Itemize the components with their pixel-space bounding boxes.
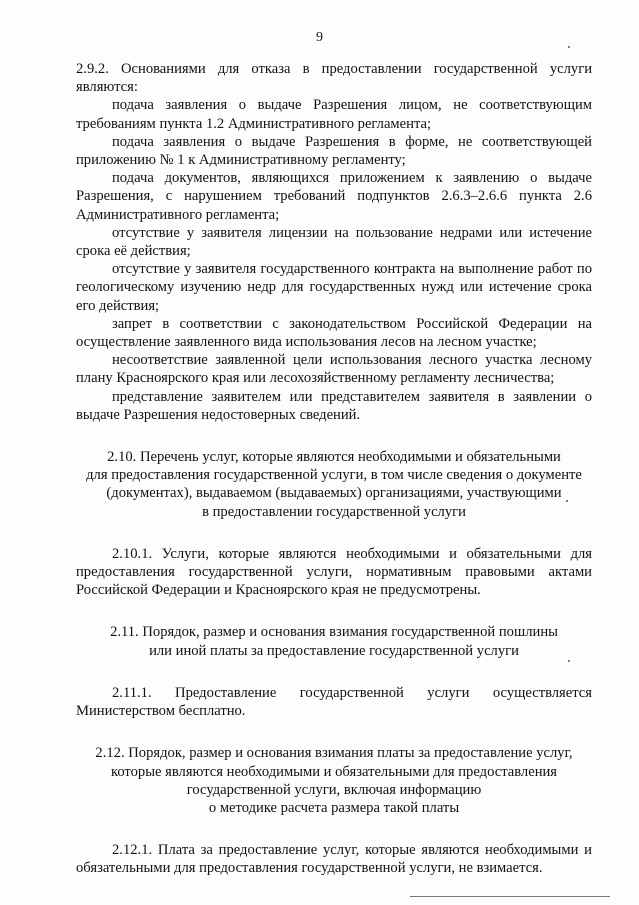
refusal-ground-8: представление заявителем или представителем заявителя в заявлении о выдаче Разрешения недостоверных сведений. xyxy=(76,388,592,423)
refusal-ground-7: несоответствие заявленной цели использования лесного участка лесному плану Красноярского края или лесохозяйственному регламенту лесничества; xyxy=(76,352,592,387)
refusal-ground-3: подача документов, являющихся приложением к заявлению о выдаче Разрешения, с нарушением требований подпунктов 2.6.3–2.6.6 пункта 2.6 Административного регламента; xyxy=(76,170,592,223)
scan-edge-line xyxy=(410,896,610,897)
refusal-ground-5: отсутствие у заявителя государственного контракта на выполнение работ по геологическому изучению недр для государственных нужд или истечение срока его действия; xyxy=(76,261,592,314)
refusal-ground-4: отсутствие у заявителя лицензии на пользование недрами или истечение срока её действия; xyxy=(76,224,592,260)
section-2-12-heading: 2.12. Порядок, размер и основания взимания платы за предоставление услуг, которые являются необходимыми и обязательными для предоставления государственной услуги, включая информацию о методике расчета размера такой платы xyxy=(95,745,573,816)
section-2-12-1-text: 2.12.1. Плата за предоставление услуг, которые являются необходимыми и обязательными для предоставления государственной услуги, не взимается. xyxy=(76,842,592,877)
scan-speck xyxy=(566,500,568,502)
scan-speck xyxy=(568,46,570,48)
refusal-ground-6: запрет в соответствии с законодательством Российской Федерации на осуществление заявленного вида использования лесов на лесном участке; xyxy=(76,315,592,351)
document-body xyxy=(76,60,592,878)
refusal-ground-1: подача заявления о выдаче Разрешения лицом, не соответствующим требованиям пункта 1.2 Административного регламента; xyxy=(76,97,592,132)
scan-speck xyxy=(568,660,570,662)
section-2-10-heading: 2.10. Перечень услуг, которые являются необходимыми и обязательными для предоставления государственной услуги, в том числе сведения о документе (документах), выдаваемом (выдаваемых) организациями, участвующими в предоставлении государственной услуги xyxy=(86,449,582,520)
refusal-ground-2: подача заявления о выдаче Разрешения в форме, не соответствующей приложению № 1 к Административному регламенту; xyxy=(76,133,592,169)
section-2-9-2-lead: 2.9.2. Основаниями для отказа в предоставлении государственной услуги являются: xyxy=(76,61,592,96)
section-2-10-1-text: 2.10.1. Услуги, которые являются необходимыми и обязательными для предоставления государственной услуги, нормативным правовыми актами Российской Федерации и Красноярского края не предусмотрены. xyxy=(76,545,592,599)
page-number: 9 xyxy=(316,30,323,45)
section-2-11-heading: 2.11. Порядок, размер и основания взимания государственной пошлины или иной платы за предоставление государственной услуги xyxy=(110,624,558,659)
section-2-11-1-text: 2.11.1. Предоставление государственной услуги осуществляется Министерством бесплатно. xyxy=(76,684,592,720)
